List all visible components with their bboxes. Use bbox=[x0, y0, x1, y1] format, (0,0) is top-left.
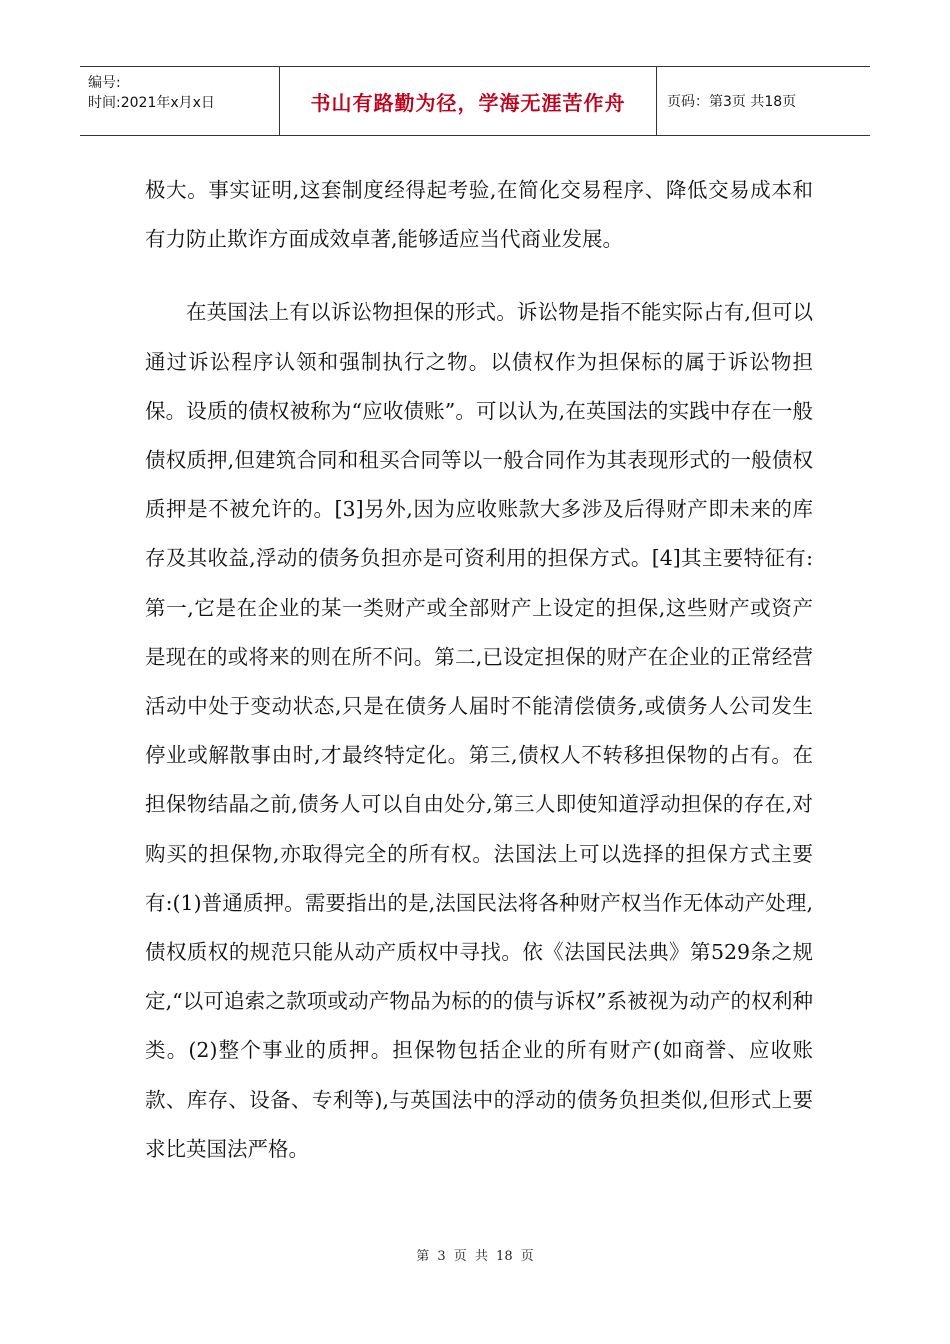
page-header bbox=[80, 66, 870, 136]
header-page-info: 页码：第3页 共18页 bbox=[667, 94, 797, 110]
document-number-label: 编号: bbox=[88, 75, 121, 91]
header-motto: 书山有路勤为径，学海无涯苦作舟 bbox=[280, 67, 657, 135]
document-time-label: 时间:2021年x月x日 bbox=[88, 95, 215, 111]
document-body bbox=[145, 166, 813, 1174]
paragraph: 极大。事实证明,这套制度经得起考验,在简化交易程序、降低交易成本和有力防止欺诈方面成效卓著,能够适应当代商业发展。 bbox=[145, 178, 813, 252]
page-footer: 第 3 页 共 18 页 bbox=[416, 1249, 534, 1264]
header-meta bbox=[80, 67, 280, 135]
paragraph: 在英国法上有以诉讼物担保的形式。诉讼物是指不能实际占有,但可以通过诉讼程序认领和强制执行之物。以债权作为担保标的属于诉讼物担保。设质的债权被称为“应收债账”。可以认为,在英国法的实践中存在一般债权质押,但建筑合同和租买合同等以一般合同作为其表现形式的一般债权质押是不被允许的。[3]另外,因为应收账款大多涉及后得财产即未来的库存及其收益,浮动的债务负担亦是可资利用的担保方式。[4]其主要特征有:第一,它是在企业的某一类财产或全部财产上设定的担保,这些财产或资产是现在的或将来的则在所不问。第二,已设定担保的财产在企业的正常经营活动中处于变动状态,只是在债务人届时不能清偿债务,或债务人公司发生停业或解散事由时,才最终特定化。第三,债权人不转移担保物的占有。在担保物结晶之前,债务人可以自由处分,第三人即使知道浮动担保的存在,对购买的担保物,亦取得完全的所有权。法国法上可以选择的担保方式主要有:(1)普通质押。需要指出的是,法国民法将各种财产权当作无体动产处理,债权质权的规范只能从动产质权中寻找。依《法国民法典》第529条之规定,“以可追索之款项或动产物品为标的的债与诉权”系被视为动产的权利种类。(2)整个事业的质押。担保物包括企业的所有财产(如商誉、应收账款、库存、设备、专利等),与英国法中的浮动的债务负担类似,但形式上要求比英国法严格。 bbox=[145, 300, 813, 1161]
